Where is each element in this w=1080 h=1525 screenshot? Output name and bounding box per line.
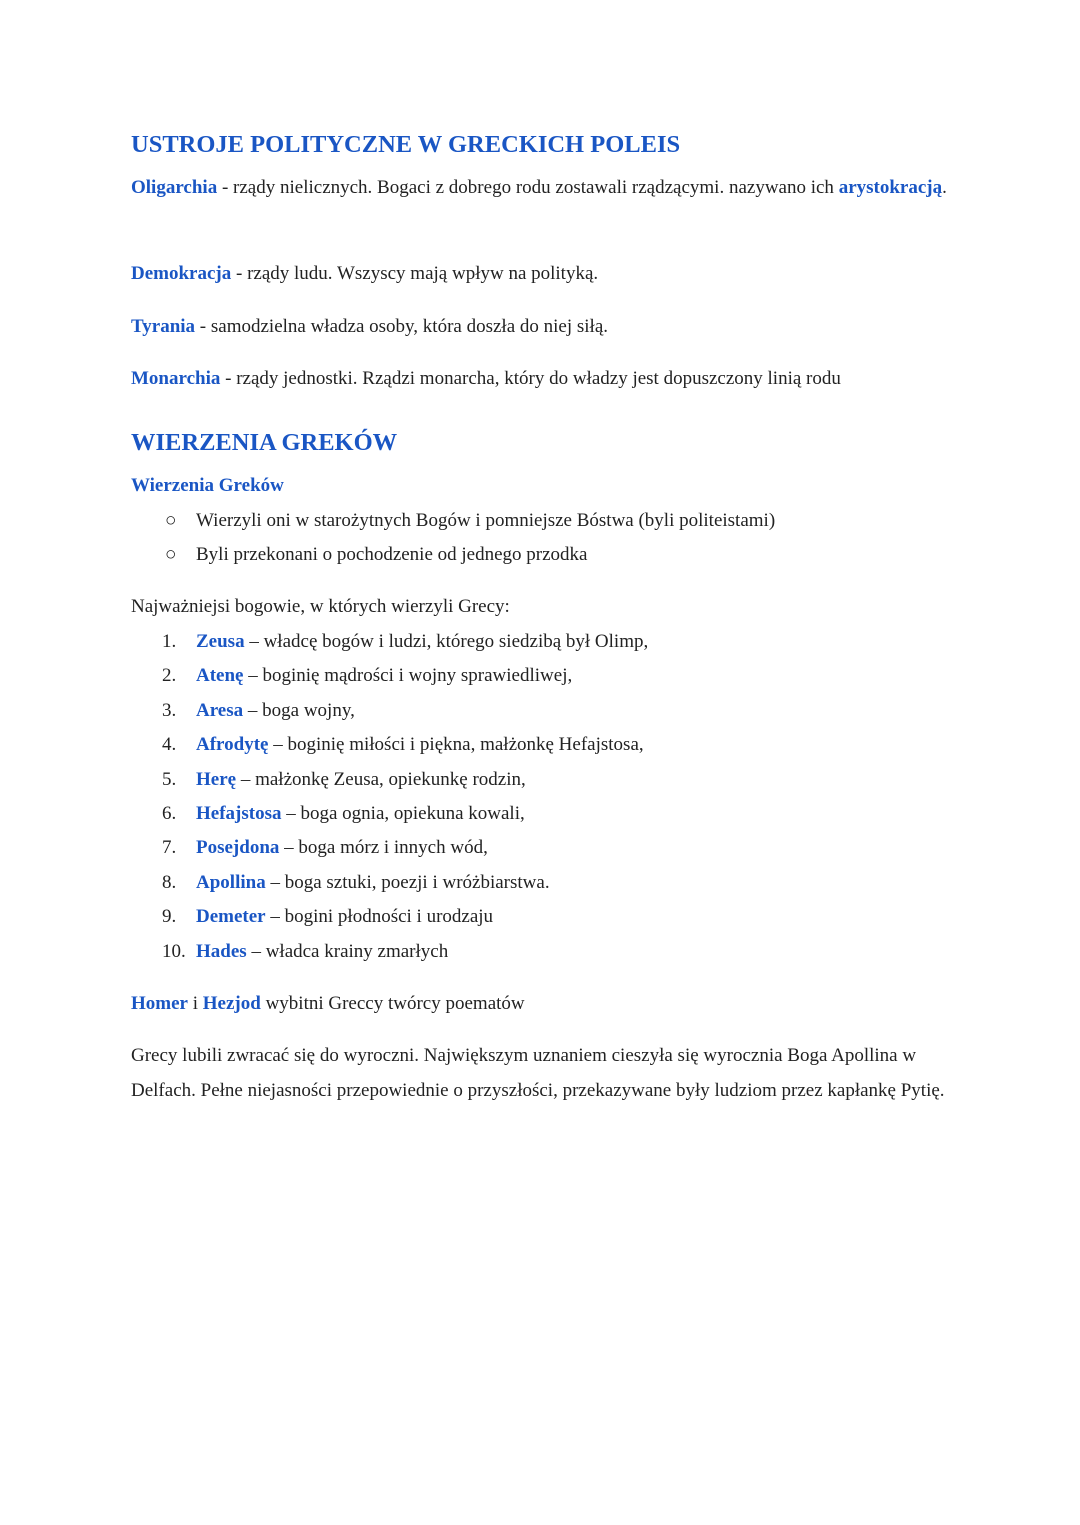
god-description: – boga mórz i innych wód, <box>279 837 488 859</box>
god-list-item <box>131 694 961 728</box>
term-tyrania: Tyrania <box>131 316 196 337</box>
paragraph-oligarchia <box>131 171 961 206</box>
term-arystokracja: arystokracją <box>838 177 943 198</box>
gods-intro: Najważniejsi bogowie, w których wierzyli Grecy: <box>131 596 510 617</box>
god-description: – boga sztuki, poezji i wróżbiarstwa. <box>265 871 550 893</box>
god-name: Demeter <box>196 906 266 928</box>
god-description: – małżonkę Zeusa, opiekunkę rodzin, <box>236 768 526 790</box>
list-number: 10. <box>162 940 186 962</box>
heading-beliefs: WIERZENIA GREKÓW <box>131 429 398 456</box>
list-number: 2. <box>162 665 177 687</box>
paragraph-demokracja <box>131 257 961 292</box>
god-list-item <box>131 866 961 900</box>
god-list-item <box>131 900 961 934</box>
name-homer: Homer <box>131 993 188 1014</box>
definition-demokracja: - rządy ludu. Wszyscy mają wpływ na polityką. <box>231 263 599 284</box>
god-description: – bogini płodności i urodzaju <box>265 906 494 928</box>
god-list-item <box>131 797 961 831</box>
definition-oligarchia: - rządy nielicznych. Bogaci z dobrego rodu zostawali rządzącymi. nazywano ich <box>217 177 839 198</box>
period: . <box>942 177 947 198</box>
poets-text: wybitni Greccy twórcy poematów <box>260 993 525 1014</box>
god-list-item <box>131 935 961 969</box>
god-list-item <box>131 728 961 762</box>
bullet-text: Wierzyli oni w starożytnych Bogów i pomniejsze Bóstwa (byli politeistami) <box>196 510 776 531</box>
god-description: – boga ognia, opiekuna kowali, <box>281 803 525 825</box>
paragraph-oracle: Grecy lubili zwracać się do wyroczni. Największym uznaniem cieszyła się wyrocznia Boga Apollina w Delfach. Pełne niejasności przepowiednie o przyszłości, przekazywane były ludziom przez kapłankę Pytię. <box>131 1045 945 1101</box>
term-monarchia: Monarchia <box>131 368 221 389</box>
god-name: Herę <box>196 768 237 790</box>
god-name: Hades <box>196 940 247 962</box>
list-item <box>131 504 961 538</box>
god-description: – władcę bogów i ludzi, którego siedzibą był Olimp, <box>244 631 649 652</box>
god-list-item <box>131 625 961 659</box>
god-description: – boginię miłości i piękna, małżonkę Hefajstosa, <box>268 734 644 756</box>
name-hezjod: Hezjod <box>202 993 261 1014</box>
god-description: – boga wojny, <box>243 699 355 721</box>
god-name: Aresa <box>196 699 244 721</box>
god-name: Apollina <box>196 871 266 893</box>
paragraph-poets <box>131 987 961 1022</box>
list-number: 9. <box>162 906 177 928</box>
list-item <box>131 538 961 572</box>
beliefs-bullet-list <box>131 504 961 573</box>
definition-monarchia: - rządy jednostki. Rządzi monarcha, który do władzy jest dopuszczony linią rodu <box>220 368 841 389</box>
term-oligarchia: Oligarchia <box>131 177 218 198</box>
list-number: 1. <box>162 631 177 652</box>
heading-political-systems: USTROJE POLITYCZNE W GRECKICH POLEIS <box>131 131 681 158</box>
god-list-item <box>131 659 961 693</box>
gods-list <box>131 625 961 969</box>
list-number: 6. <box>162 803 177 825</box>
god-name: Atenę <box>196 665 244 687</box>
god-name: Zeusa <box>196 631 245 652</box>
list-number: 7. <box>162 837 177 859</box>
list-number: 4. <box>162 734 177 756</box>
god-name: Posejdona <box>196 837 280 859</box>
definition-tyrania: - samodzielna władza osoby, która doszła do niej siłą. <box>195 316 608 337</box>
circle-bullet-icon: ○ <box>165 544 177 566</box>
list-number: 5. <box>162 768 177 790</box>
paragraph-monarchia <box>131 362 961 397</box>
god-description: – władca krainy zmarłych <box>246 940 449 962</box>
list-number: 8. <box>162 871 177 893</box>
list-number: 3. <box>162 699 177 721</box>
god-name: Afrodytę <box>196 734 269 756</box>
circle-bullet-icon: ○ <box>165 510 177 531</box>
god-list-item <box>131 763 961 797</box>
conjunction: i <box>187 993 203 1014</box>
god-name: Hefajstosa <box>196 803 282 825</box>
paragraph-tyrania <box>131 310 961 345</box>
term-demokracja: Demokracja <box>131 263 232 284</box>
god-list-item <box>131 831 961 865</box>
bullet-text: Byli przekonani o pochodzenie od jednego przodka <box>196 544 588 566</box>
god-description: – boginię mądrości i wojny sprawiedliwej, <box>243 665 573 687</box>
subheading-beliefs: Wierzenia Greków <box>131 475 284 496</box>
